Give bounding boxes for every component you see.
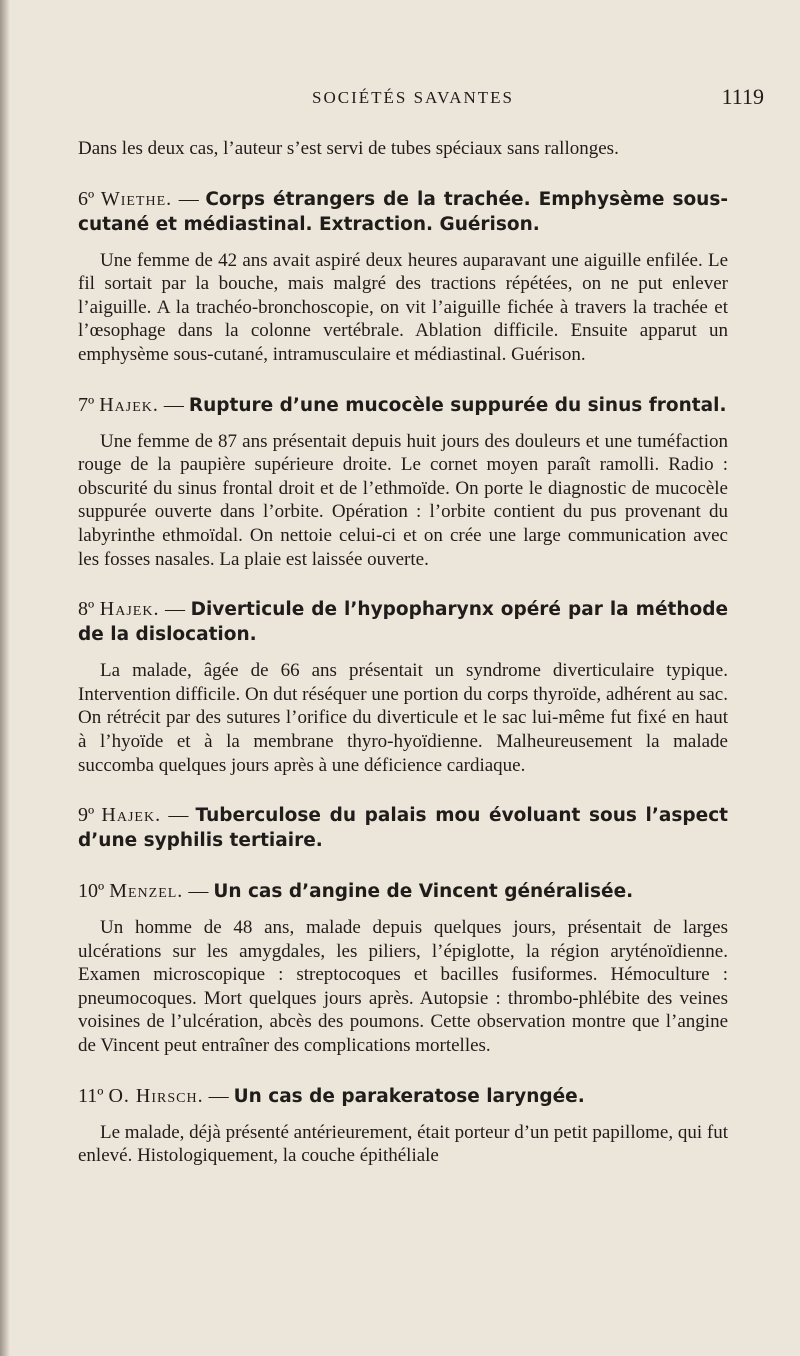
entry-heading [78,187,728,237]
entry-separator: — [188,880,209,903]
entry-title: Un cas d’angine de Vincent généralisée. [213,881,634,903]
entry-author: Hajek. [99,598,160,621]
entry-7 [78,393,728,572]
page-content [78,137,728,1168]
entry-number: 9º [78,804,95,827]
entry-heading [78,393,728,418]
entry-number: 11º [78,1084,104,1107]
entry-heading [78,879,728,904]
entry-11 [78,1084,728,1168]
entry-body: La malade, âgée de 66 ans présentait un syndrome diverticulaire typique. Intervention difficile. On dut réséquer une portion du corps thyroïde, adhérent au sac. On rétrécit par des sutures l’orifice du diverticule et le sac lui-même fut fixé en haut à l’hyoïde et à la membrane thyro-hyoïdienne. Malheureusement la malade succomba quelques jours après à une déficience cardiaque. [78,660,728,776]
entry-number: 6º [78,187,95,210]
entry-title: Diverticule de l’hypopharynx opéré par la méthode de la dislocation. [78,599,729,646]
entry-author: Menzel. [109,880,184,903]
entry-body: Une femme de 87 ans présentait depuis huit jours des douleurs et une tuméfaction rouge de la paupière supérieure droite. Le cornet moyen paraît ramolli. Radio : obscurité du sinus frontal droit et de l’ethmoïde. On porte le diagnostic de mucocèle suppurée ouverte dans l’orbite. Opération : l’orbite contient du pus provenant du labyrinthe ethmoïdal. On nettoie celui-ci et on crée une large communication avec les fosses nasales. La plaie est laissée ouverte. [78,430,728,570]
entry-9 [78,803,728,853]
entry-body: Une femme de 42 ans avait aspiré deux heures auparavant une aiguille enfilée. Le fil sortait par la bouche, mais malgré des tractions répétées, on ne put enlever l’aiguille. A la trachéo-bronchoscopie, on vit l’aiguille fichée à travers la trachée et l’œsophage dans la colonne vertébrale. Ablation difficile. Ensuite apparut un emphysème sous-cutané, intramusculaire et médiastinal. Guérison. [78,249,728,365]
page-binding-edge [0,0,10,1356]
entry-8 [78,597,728,777]
entry-number: 7º [78,393,95,416]
entry-separator: — [165,598,186,621]
entry-heading [78,1084,728,1109]
running-title: SOCIÉTÉS SAVANTES [312,88,514,107]
entry-body: Un homme de 48 ans, malade depuis quelques jours, présentait de larges ulcérations sur les amygdales, les piliers, l’épiglotte, la région aryténoïdienne. Examen microscopique : streptocoques et bacilles fusiformes. Hémoculture : pneumocoques. Mort quelques jours après. Autopsie : thrombo-phlébite des veines voisines de l’ulcération, abcès des poumons. Cette observation montre que l’angine de Vincent peut entraîner des complications mortelles. [78,917,728,1057]
entry-number: 10º [78,880,105,903]
entry-6 [78,187,728,367]
entry-separator: — [178,187,199,210]
entry-separator: — [168,804,189,827]
entry-title: Tuberculose du palais mou évoluant sous l’aspect d’une syphilis tertiaire. [78,805,729,852]
entry-heading [78,597,728,647]
entry-10 [78,879,728,1058]
page-number: 1119 [721,84,764,109]
entry-separator: — [163,393,184,416]
entry-number: 8º [78,598,95,621]
entry-body: Le malade, déjà présenté antérieurement, était porteur d’un petit papillome, qui fut enlevé. Histologiquement, la couche épithéliale [78,1121,728,1167]
entry-title: Rupture d’une mucocèle suppurée du sinus frontal. [188,394,727,416]
entry-separator: — [208,1084,229,1107]
entry-author: Wiethe. [100,187,173,210]
entry-author: Hajek. [101,804,162,827]
entry-author: Hajek. [99,393,159,416]
entry-author: O. Hirsch. [108,1084,204,1107]
entry-heading [78,803,728,853]
entry-title: Un cas de parakeratose laryngée. [233,1085,585,1107]
entry-title: Corps étrangers de la trachée. Emphysème sous-cutané et médiastinal. Extraction. Guérison. [78,188,729,235]
intro-paragraph: Dans les deux cas, l’auteur s’est servi de tubes spéciaux sans rallonges. [78,138,619,159]
page-header [78,84,764,118]
